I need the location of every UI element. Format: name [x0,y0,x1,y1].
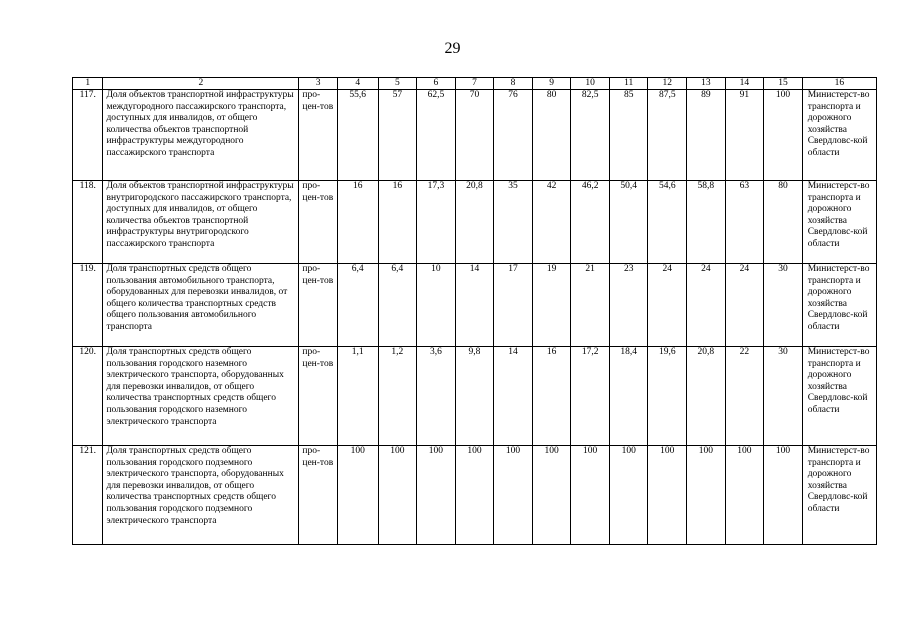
table-row [73,446,877,545]
value-cell: 100 [764,446,803,545]
column-number: 12 [648,78,687,90]
value-cell: 17,2 [571,347,610,446]
value-cell: 17,3 [417,181,456,264]
value-cell: 85 [609,90,648,181]
value-cell: 18,4 [609,347,648,446]
value-cell: 16 [337,181,378,264]
responsible-cell: Министерст-во транспорта и дорожного хозяйства Свердловс-кой области [802,347,876,446]
value-cell: 91 [725,90,764,181]
indicator-cell: Доля объектов транспортной инфраструктуры внутригородского пассажирского транспорта, доступных для инвалидов, от общего количества объектов транспортной инфраструктуры внутригородского пассажирского транспорта [103,181,299,264]
responsible-cell: Министерст-во транспорта и дорожного хозяйства Свердловс-кой области [802,181,876,264]
row-number-cell: 118. [73,181,103,264]
value-cell: 30 [764,264,803,347]
value-cell: 6,4 [378,264,417,347]
value-cell: 23 [609,264,648,347]
value-cell: 20,8 [687,347,726,446]
indicator-cell: Доля объектов транспортной инфраструктуры междугородного пассажирского транспорта, доступных для инвалидов, от общего количества объектов транспортной инфраструктуры междугородного пассажирского транспорта [103,90,299,181]
value-cell: 100 [648,446,687,545]
column-number: 8 [494,78,533,90]
value-cell: 42 [532,181,571,264]
row-number-cell: 119. [73,264,103,347]
column-number: 10 [571,78,610,90]
value-cell: 76 [494,90,533,181]
table-row [73,181,877,264]
column-number: 3 [299,78,338,90]
column-number: 11 [609,78,648,90]
column-number-row [73,78,877,90]
value-cell: 100 [455,446,494,545]
value-cell: 50,4 [609,181,648,264]
value-cell: 20,8 [455,181,494,264]
value-cell: 100 [609,446,648,545]
value-cell: 24 [687,264,726,347]
value-cell: 58,8 [687,181,726,264]
table-body [73,90,877,545]
value-cell: 89 [687,90,726,181]
value-cell: 1,1 [337,347,378,446]
indicator-cell: Доля транспортных средств общего пользования городского подземного электрического транспорта, оборудованных для перевозки инвалидов, от общего количества транспортных средств общего пользования городского подземного электрического транспорта [103,446,299,545]
unit-cell: про-цен-тов [299,181,338,264]
table-row [73,264,877,347]
value-cell: 10 [417,264,456,347]
column-number: 14 [725,78,764,90]
page-number: 29 [444,40,461,57]
value-cell: 55,6 [337,90,378,181]
value-cell: 54,6 [648,181,687,264]
value-cell: 6,4 [337,264,378,347]
column-number: 1 [73,78,103,90]
column-number: 4 [337,78,378,90]
value-cell: 62,5 [417,90,456,181]
value-cell: 87,5 [648,90,687,181]
column-number: 13 [687,78,726,90]
value-cell: 24 [648,264,687,347]
column-number: 16 [802,78,876,90]
value-cell: 100 [764,90,803,181]
value-cell: 14 [494,347,533,446]
indicators-table [72,77,877,545]
column-number: 5 [378,78,417,90]
value-cell: 1,2 [378,347,417,446]
value-cell: 14 [455,264,494,347]
value-cell: 19,6 [648,347,687,446]
value-cell: 9,8 [455,347,494,446]
responsible-cell: Министерст-во транспорта и дорожного хозяйства Свердловс-кой области [802,90,876,181]
row-number-cell: 121. [73,446,103,545]
value-cell: 100 [571,446,610,545]
value-cell: 100 [378,446,417,545]
value-cell: 100 [494,446,533,545]
value-cell: 100 [417,446,456,545]
value-cell: 3,6 [417,347,456,446]
row-number-cell: 120. [73,347,103,446]
table-row [73,90,877,181]
value-cell: 57 [378,90,417,181]
responsible-cell: Министерст-во транспорта и дорожного хозяйства Свердловс-кой области [802,446,876,545]
value-cell: 30 [764,347,803,446]
unit-cell: про-цен-тов [299,90,338,181]
value-cell: 19 [532,264,571,347]
column-number: 7 [455,78,494,90]
table-row [73,347,877,446]
column-number: 2 [103,78,299,90]
indicator-cell: Доля транспортных средств общего пользования автомобильного транспорта, оборудованных для перевозки инвалидов, от общего количества транспортных средств общего пользования автомобильного транспорта [103,264,299,347]
unit-cell: про-цен-тов [299,347,338,446]
column-number: 15 [764,78,803,90]
value-cell: 82,5 [571,90,610,181]
value-cell: 80 [764,181,803,264]
value-cell: 21 [571,264,610,347]
value-cell: 46,2 [571,181,610,264]
row-number-cell: 117. [73,90,103,181]
value-cell: 24 [725,264,764,347]
unit-cell: про-цен-тов [299,264,338,347]
value-cell: 70 [455,90,494,181]
value-cell: 100 [532,446,571,545]
value-cell: 100 [337,446,378,545]
value-cell: 22 [725,347,764,446]
value-cell: 80 [532,90,571,181]
column-number: 6 [417,78,456,90]
responsible-cell: Министерст-во транспорта и дорожного хозяйства Свердловс-кой области [802,264,876,347]
indicator-cell: Доля транспортных средств общего пользования городского наземного электрического транспорта, оборудованных для перевозки инвалидов, от общего количества транспортных средств общего пользования городского наземного электрического транспорта [103,347,299,446]
value-cell: 35 [494,181,533,264]
column-number: 9 [532,78,571,90]
value-cell: 16 [532,347,571,446]
value-cell: 100 [725,446,764,545]
value-cell: 63 [725,181,764,264]
value-cell: 16 [378,181,417,264]
value-cell: 17 [494,264,533,347]
value-cell: 100 [687,446,726,545]
unit-cell: про-цен-тов [299,446,338,545]
